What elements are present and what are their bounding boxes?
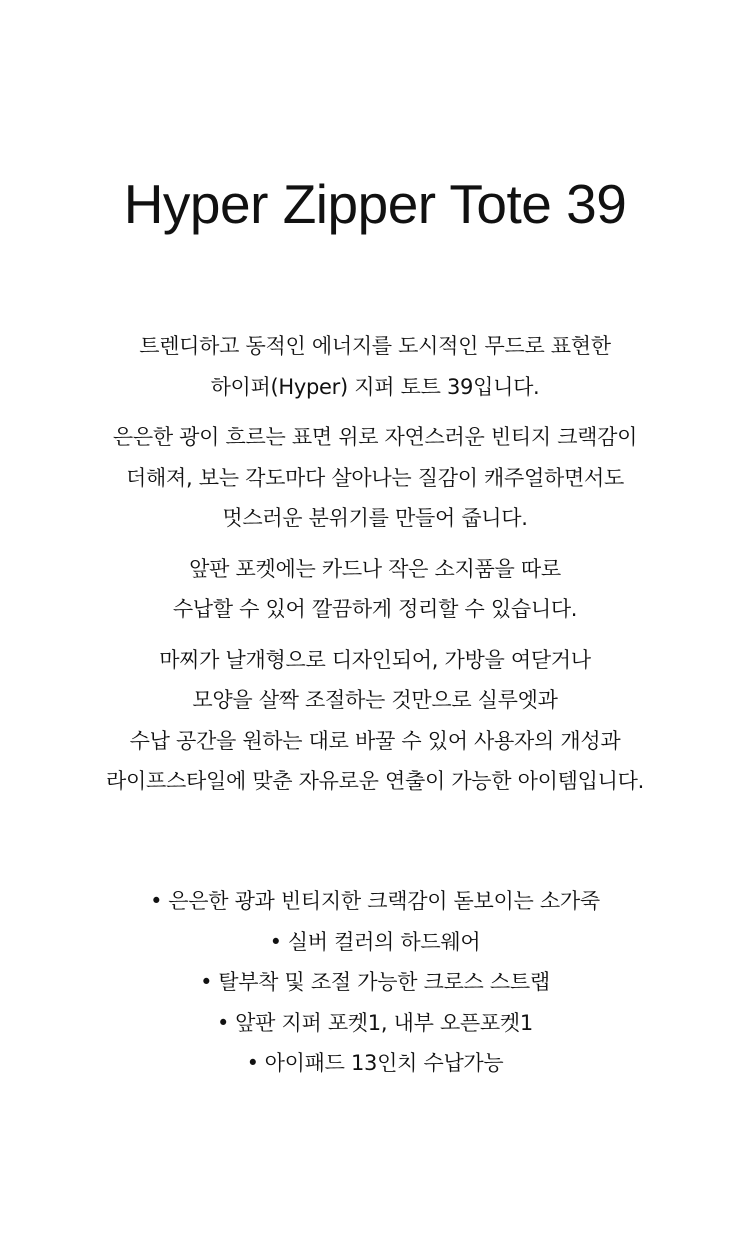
feature-text: 탈부착 및 조절 가능한 크로스 스트랩	[218, 970, 550, 994]
feature-text: 앞판 지퍼 포켓1, 내부 오픈포켓1	[235, 1010, 533, 1035]
description-paragraph	[0, 326, 750, 407]
description-paragraph	[0, 417, 750, 539]
description-line: 트렌디하고 동적인 에너지를 도시적인 무드로 표현한	[139, 334, 611, 358]
bullet-icon: •	[269, 929, 282, 954]
description-line: 수납할 수 있어 깔끔하게 정리할 수 있습니다.	[172, 597, 578, 621]
description-line: 모양을 살짝 조절하는 것만으로 실루엣과	[192, 688, 558, 712]
description-line: 앞판 포켓에는 카드나 작은 소지품을 따로	[189, 556, 561, 581]
feature-text: 실버 컬러의 하드웨어	[287, 929, 481, 954]
description-line: 라이프스타일에 맞춘 자유로운 연출이 가능한 아이템입니다.	[106, 769, 644, 793]
description-line: 하이퍼(Hyper) 지퍼 토트 39입니다.	[210, 374, 540, 399]
bullet-icon: •	[217, 1010, 230, 1035]
description-line: 마찌가 날개형으로 디자인되어, 가방을 여닫거나	[159, 647, 591, 672]
description-line: 은은한 광이 흐르는 표면 위로 자연스러운 빈티지 크랙감이	[112, 425, 638, 449]
feature-item	[0, 1043, 750, 1084]
feature-item	[0, 1003, 750, 1044]
feature-list	[0, 881, 750, 1084]
bullet-icon: •	[246, 1051, 259, 1075]
description-line: 멋스러운 분위기를 만들어 줍니다.	[222, 506, 528, 530]
feature-item	[0, 962, 750, 1003]
product-title: Hyper Zipper Tote 39	[123, 173, 627, 235]
feature-item	[0, 881, 750, 922]
feature-item	[0, 922, 750, 963]
description-paragraph	[0, 640, 750, 802]
feature-text: 은은한 광과 빈티지한 크랙감이 돋보이는 소가죽	[168, 889, 600, 913]
product-description	[0, 326, 750, 812]
description-line: 수납 공간을 원하는 대로 바꿀 수 있어 사용자의 개성과	[129, 728, 621, 753]
bullet-icon: •	[150, 889, 163, 913]
description-line: 더해져, 보는 각도마다 살아나는 질감이 캐주얼하면서도	[126, 465, 624, 490]
description-paragraph	[0, 549, 750, 630]
bullet-icon: •	[200, 970, 213, 994]
feature-text: 아이패드 13인치 수납가능	[264, 1051, 504, 1075]
